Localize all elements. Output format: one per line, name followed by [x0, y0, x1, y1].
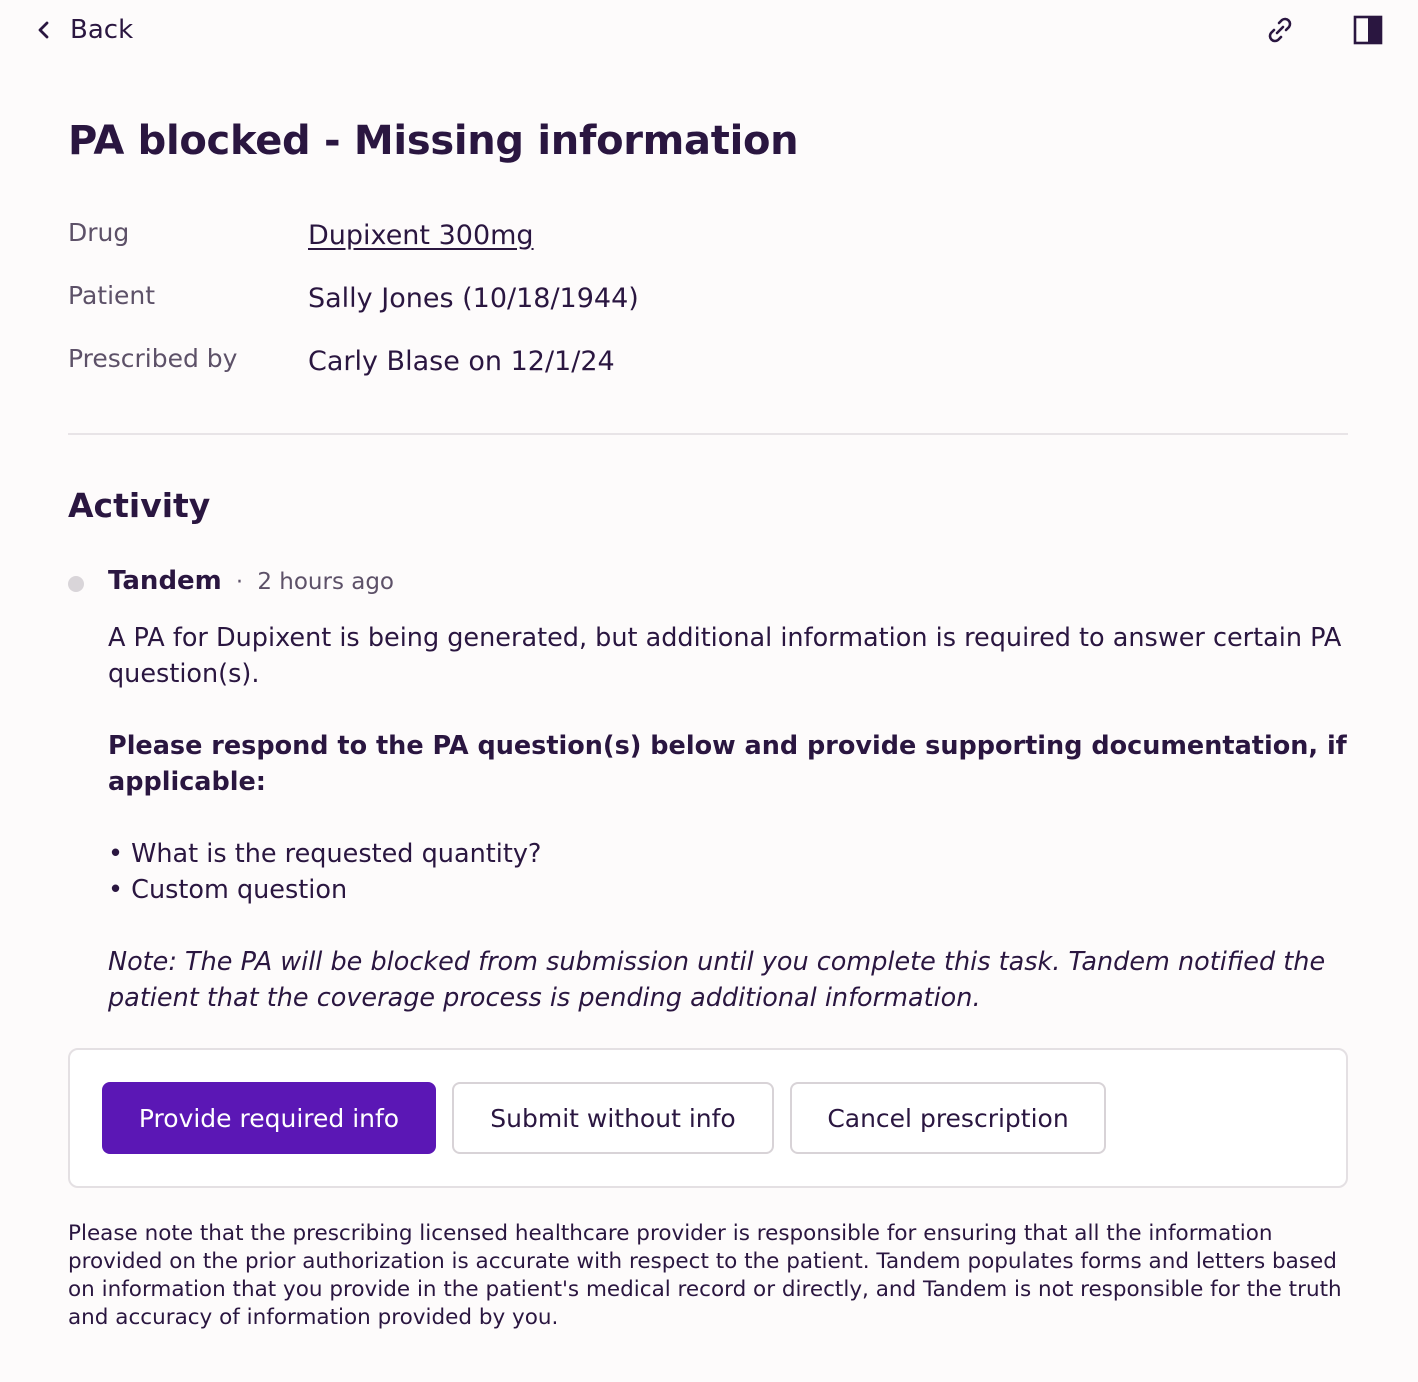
activity-instruction: Please respond to the PA question(s) below and provide supporting documentation, if applicable:: [108, 731, 1347, 797]
activity-heading: Activity: [68, 486, 211, 525]
provide-required-info-button[interactable]: Provide required info: [102, 1082, 436, 1154]
question-item: • What is the requested quantity?: [108, 839, 542, 869]
submit-without-info-button[interactable]: Submit without info: [452, 1082, 774, 1154]
back-button[interactable]: [36, 12, 133, 48]
link-icon[interactable]: [1262, 12, 1298, 48]
question-list: [108, 836, 1358, 908]
patient-value: Sally Jones (10/18/1944): [308, 283, 639, 314]
cancel-prescription-button[interactable]: Cancel prescription: [790, 1082, 1106, 1154]
disclaimer-text: Please note that the prescribing licensed healthcare provider is responsible for ensuring that all the information provided on the prior authorization is accurate with respect to the patient. Tandem populates forms and letters based on information that you provide in the patient's medical record or directly, and Tandem is not responsible for the truth and accuracy of information provided by you.: [68, 1221, 1342, 1330]
activity-author: Tandem: [108, 566, 222, 596]
action-panel: [68, 1048, 1348, 1188]
back-label: Back: [70, 15, 134, 45]
detail-label: Prescribed by: [68, 344, 238, 373]
activity-intro: A PA for Dupixent is being generated, but additional information is required to answer certain PA question(s).: [108, 623, 1342, 689]
activity-time: 2 hours ago: [257, 569, 394, 595]
timeline-dot: [68, 576, 84, 592]
meta-separator: ·: [236, 570, 244, 595]
sidebar-panel-icon[interactable]: [1352, 14, 1384, 46]
activity-body: [108, 620, 1358, 1052]
activity-note: Note: The PA will be blocked from submission until you complete this task. Tandem notified the patient that the coverage process is pending additional information.: [108, 947, 1326, 1013]
drug-link[interactable]: Dupixent 300mg: [308, 220, 534, 251]
question-item: • Custom question: [108, 875, 348, 905]
activity-meta: [108, 566, 394, 596]
chevron-left-icon: [36, 12, 56, 48]
detail-label: Patient: [68, 281, 156, 310]
detail-label: Drug: [68, 218, 130, 247]
page-title: PA blocked - Missing information: [68, 118, 799, 164]
prescriber-value: Carly Blase on 12/1/24: [308, 346, 615, 377]
top-bar: [0, 0, 1418, 60]
divider: [68, 433, 1348, 435]
